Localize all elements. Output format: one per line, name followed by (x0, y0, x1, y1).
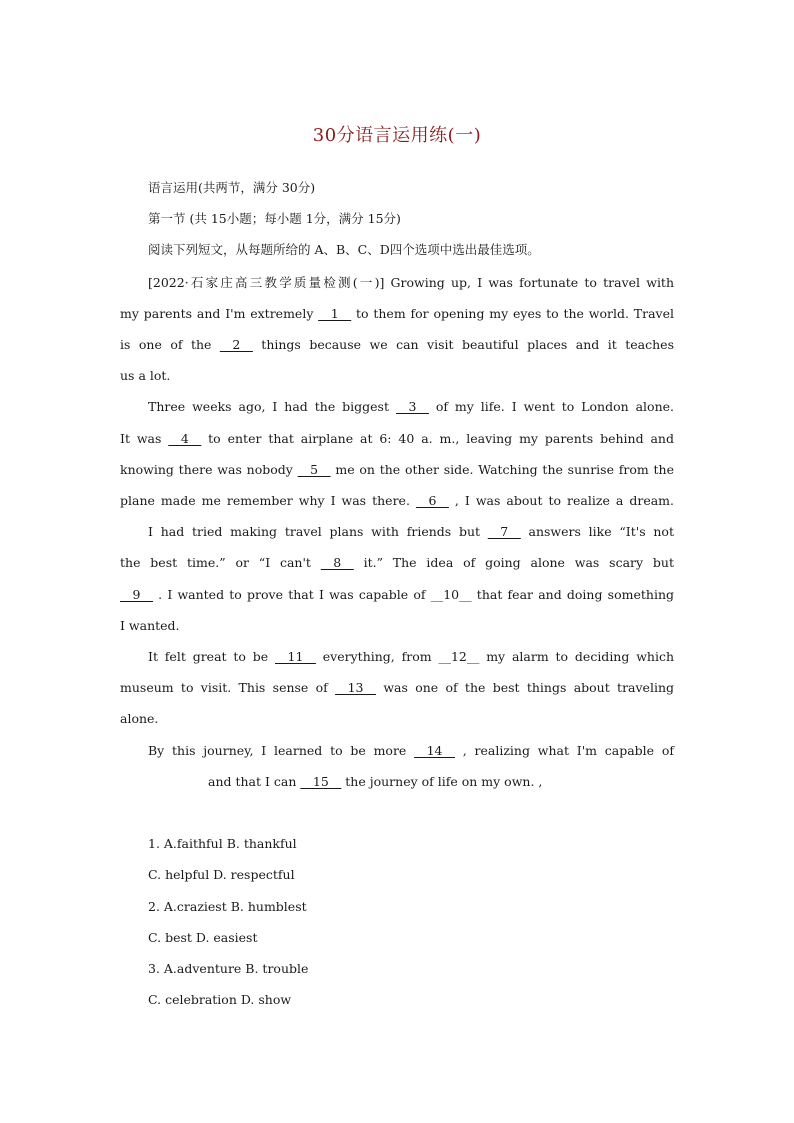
passage-text: knowing there was nobody (120, 462, 298, 477)
passage-text: me on the other side. Watching the sunrise from the (330, 462, 674, 477)
section-heading: 语言运用(共两节，满分 30分) (148, 180, 316, 195)
passage-line (120, 711, 158, 727)
passage-text: It felt great to be (148, 649, 276, 664)
option-line: 2. A.craziest B. humblest (148, 899, 307, 914)
passage-text: things because we can visit beautiful places and it teaches (252, 337, 674, 352)
passage-text: It was (120, 431, 169, 446)
passage-line (120, 587, 674, 603)
passage-line (120, 462, 674, 478)
passage-text: the best time.” or “I can't (120, 555, 321, 570)
part-heading: 第一节 (共 15小题；每小题 1分，满分 15分) (148, 211, 401, 226)
passage-text: is one of the (120, 337, 220, 352)
blank-7: __7__ (487, 524, 521, 539)
passage-line (208, 774, 542, 790)
blank-3: __3__ (395, 399, 429, 414)
passage-line (148, 649, 674, 665)
passage-text: Growing up, I was fortunate to travel with (384, 275, 675, 290)
passage-text: I wanted. (120, 618, 180, 633)
blank-6: __6__ (415, 493, 449, 508)
passage-text: of my life. I went to London alone. (428, 399, 674, 414)
blank-2: __2__ (219, 337, 253, 352)
passage-line (148, 524, 674, 540)
passage-text: I had tried making travel plans with friends but (148, 524, 488, 539)
passage-line (120, 618, 180, 634)
passage-text: alone. (120, 711, 159, 726)
passage-text: was one of the best things about traveling (376, 680, 675, 695)
instruction-text: 阅读下列短文，从每题所给的 A、B、C、D四个选项中选出最佳选项。 (148, 242, 540, 257)
blank-5: __5__ (297, 462, 331, 477)
passage-line (120, 555, 674, 571)
passage-text: it.” The idea of going alone was scary but (353, 555, 675, 570)
passage-text: us a lot. (120, 368, 171, 383)
passage-text: to them for opening my eyes to the world. Travel (351, 306, 674, 321)
blank-8: __8__ (320, 555, 354, 570)
passage-line (148, 399, 674, 415)
blank-1: __1__ (318, 306, 352, 321)
passage-line (120, 306, 674, 322)
blank-4: __4__ (168, 431, 202, 446)
option-line: C. celebration D. show (148, 992, 292, 1007)
option-line: 1. A.faithful B. thankful (148, 836, 297, 851)
passage-line (120, 368, 170, 384)
passage-text: , realizing what I'm capable of (455, 743, 674, 758)
passage-text: . I wanted to prove that I was capable of __10__ that fear and doing something (152, 587, 674, 602)
passage-text: to enter that airplane at 6: 40 a. m., leaving my parents behind and (201, 431, 674, 446)
passage-source: [2022·石家庄高三教学质量检测(一)] (148, 275, 385, 290)
option-line: C. helpful D. respectful (148, 867, 295, 882)
passage-text: answers like “It's not (520, 524, 674, 539)
passage-line (120, 680, 674, 696)
passage-text: By this journey, I learned to be more (148, 743, 415, 758)
passage-text: plane made me remember why I was there. (120, 493, 416, 508)
passage-line (148, 275, 674, 291)
blank-15: __15__ (300, 774, 342, 789)
blank-11: __11__ (275, 649, 316, 664)
passage-line (120, 493, 674, 509)
passage-text: , I was about to realize a dream. (448, 493, 674, 508)
page-title: 30分语言运用练(一) (312, 125, 482, 146)
passage-line (120, 431, 674, 447)
blank-13: __13__ (335, 680, 377, 695)
blank-9: __9__ (120, 587, 153, 602)
option-line: 3. A.adventure B. trouble (148, 961, 309, 976)
blank-14: __14__ (414, 743, 455, 758)
passage-text: museum to visit. This sense of (120, 680, 336, 695)
option-line: C. best D. easiest (148, 930, 258, 945)
passage-text: the journey of life on my own. , (341, 774, 543, 789)
passage-text: everything, from __12__ my alarm to deciding which (315, 649, 675, 664)
passage-line (148, 743, 674, 759)
passage-text: Three weeks ago, I had the biggest (148, 399, 396, 414)
passage-text: and that I can (208, 774, 301, 789)
passage-line (120, 337, 674, 353)
passage-text: my parents and I'm extremely (120, 306, 319, 321)
